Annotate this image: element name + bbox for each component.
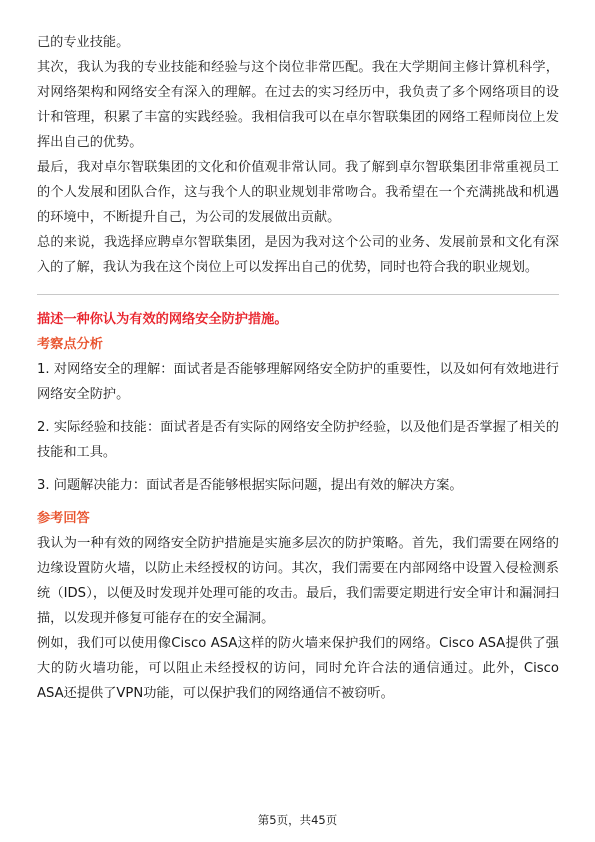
intro-paragraph-3: 总的来说，我选择应聘卓尔智联集团，是因为我对这个公司的业务、发展前景和文化有深入的了解，我认为我在这个岗位上可以发挥出自己的优势，同时也符合我的职业规划。 [37, 235, 559, 275]
answer-heading: 参考回答 [37, 511, 90, 526]
continued-paragraph: 己的专业技能。 [37, 35, 130, 50]
answer-paragraph-2: 例如，我们可以使用像Cisco ASA这样的防火墙来保护我们的网络。Cisco ASA提供了强大的防火墙功能，可以阻止未经授权的访问，同时允许合法的通信通过。此外，Cisco ASA还提供了VPN功能，可以保护我们的网络通信不被窃听。 [37, 636, 559, 701]
analysis-heading: 考察点分析 [37, 337, 103, 352]
analysis-point-2: 2. 实际经验和技能：面试者是否有实际的网络安全防护经验，以及他们是否掌握了相关的技能和工具。 [37, 420, 559, 460]
question-title: 描述一种你认为有效的网络安全防护措施。 [37, 312, 288, 327]
answer-paragraph-1: 我认为一种有效的网络安全防护措施是实施多层次的防护策略。首先，我们需要在网络的边缘设置防火墙，以防止未经授权的访问。其次，我们需要在内部网络中设置入侵检测系统（IDS），以便及时发现并处理可能的攻击。最后，我们需要定期进行安全审计和漏洞扫描，以发现并修复可能存在的安全漏洞。 [37, 536, 559, 626]
section-divider [37, 294, 559, 295]
intro-paragraph-2: 最后，我对卓尔智联集团的文化和价值观非常认同。我了解到卓尔智联集团非常重视员工的个人发展和团队合作，这与我个人的职业规划非常吻合。我希望在一个充满挑战和机遇的环境中，不断提升自己，为公司的发展做出贡献。 [37, 160, 559, 225]
page-number: 第5页，共45页 [257, 813, 338, 827]
analysis-point-1: 1. 对网络安全的理解：面试者是否能够理解网络安全防护的重要性，以及如何有效地进行网络安全防护。 [37, 362, 559, 402]
intro-paragraph-1: 其次，我认为我的专业技能和经验与这个岗位非常匹配。我在大学期间主修计算机科学，对网络架构和网络安全有深入的理解。在过去的实习经历中，我负责了多个网络项目的设计和管理，积累了丰富的实践经验。我相信我可以在卓尔智联集团的网络工程师岗位上发挥出自己的优势。 [37, 60, 559, 150]
document-page [37, 30, 559, 706]
analysis-point-3: 3. 问题解决能力：面试者是否能够根据实际问题，提出有效的解决方案。 [37, 478, 463, 493]
